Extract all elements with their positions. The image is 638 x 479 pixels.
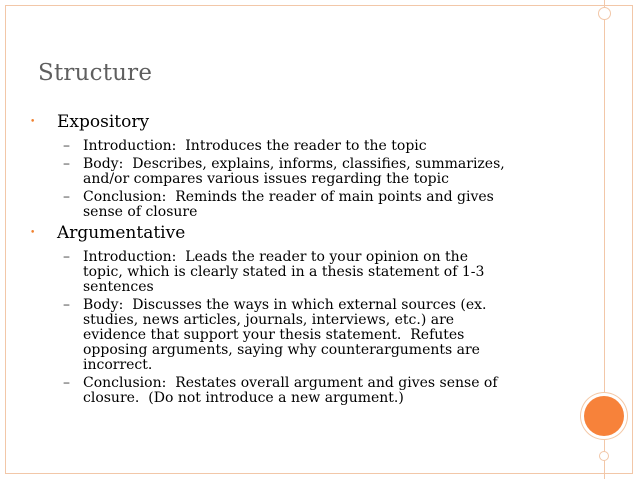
sub-item	[30, 190, 590, 220]
dash-icon: –	[63, 375, 70, 391]
bullet-icon: •	[30, 228, 36, 238]
bullet-icon: •	[30, 117, 36, 127]
sub-item-text: Conclusion: Restates overall argument and gives sense of closure. (Do not introduce a new argument.)	[83, 375, 498, 406]
slide-content	[30, 112, 590, 409]
sub-item	[30, 139, 590, 154]
bullet-item	[30, 223, 590, 244]
sub-item	[30, 376, 590, 406]
dash-icon: –	[63, 189, 70, 205]
decorative-circle-top	[598, 7, 611, 20]
sub-item	[30, 298, 590, 373]
sub-item-text: Introduction: Leads the reader to your opinion on the topic, which is clearly stated in a thesis statement of 1-3 sentences	[83, 249, 485, 295]
sub-item-text: Introduction: Introduces the reader to the topic	[83, 138, 427, 154]
section-expository	[30, 112, 590, 220]
sub-item	[30, 250, 590, 295]
decorative-circle-bottom	[599, 451, 609, 461]
bullet-item	[30, 112, 590, 133]
sub-item	[30, 157, 590, 187]
sub-item-text: Body: Discusses the ways in which external sources (ex. studies, news articles, journals, interviews, etc.) are evidence that support your thesis statement. Refutes opposing arguments, saying why counterarguments are incorrect.	[83, 297, 487, 373]
dash-icon: –	[63, 156, 70, 172]
dash-icon: –	[63, 297, 70, 313]
sub-item-text: Body: Describes, explains, informs, classifies, summarizes, and/or compares various issues regarding the topic	[83, 156, 505, 187]
dash-icon: –	[63, 138, 70, 154]
bullet-label: Expository	[57, 112, 150, 132]
sub-item-text: Conclusion: Reminds the reader of main points and gives sense of closure	[83, 189, 494, 220]
decorative-orange-circle	[584, 396, 624, 436]
bullet-label: Argumentative	[57, 223, 186, 243]
slide-title: Structure	[38, 60, 153, 86]
section-argumentative	[30, 223, 590, 406]
dash-icon: –	[63, 249, 70, 265]
